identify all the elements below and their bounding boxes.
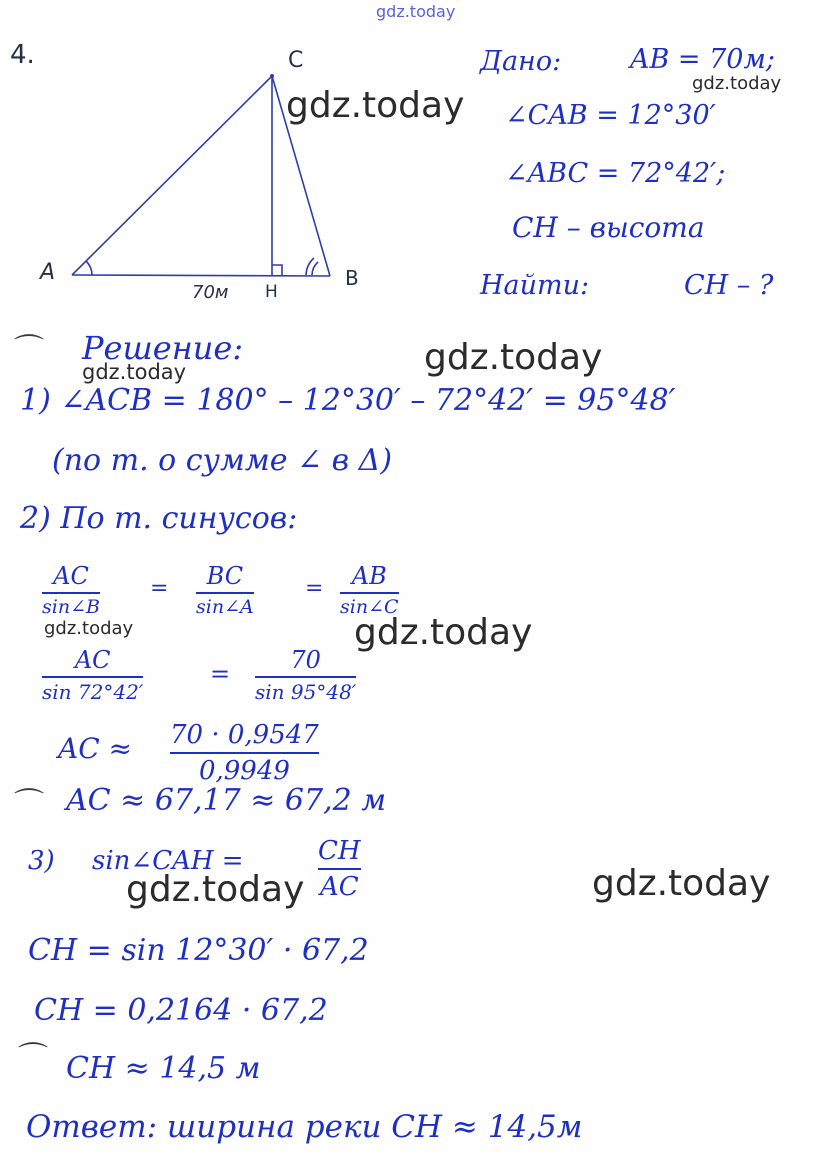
given-angle-cab: ∠CAB = 12°30′ — [505, 100, 716, 131]
fraction-denominator: sin 72°42′ — [42, 680, 144, 704]
ac-calc-fraction — [170, 720, 319, 786]
watermark-4: gdz.today — [82, 360, 187, 384]
ch-result: CH ≈ 14,5 м — [66, 1051, 261, 1086]
fraction-denominator: 0,9949 — [198, 756, 290, 786]
fraction-denominator: sin∠A — [196, 596, 254, 618]
watermark-5: gdz.today — [354, 612, 533, 653]
given-heading: Дано: — [480, 46, 562, 77]
ac-calc-lhs: AC ≈ — [58, 732, 133, 765]
task-number: 4. — [10, 40, 35, 70]
step3-lhs: sin∠CAH = — [92, 846, 244, 876]
fraction-numerator: AC — [74, 646, 111, 674]
subst-eq: = — [210, 660, 231, 688]
watermark-1: gdz.today — [286, 85, 465, 126]
step1-angle-acb: 1) ∠ACB = 180° – 12°30′ – 72°42′ = 95°48′ — [20, 383, 676, 418]
label-point-h: H — [265, 282, 278, 302]
step1-note: (по т. о сумме ∠ в Δ) — [52, 443, 393, 478]
fraction-numerator: CH — [318, 836, 361, 866]
step3-fraction — [318, 836, 361, 902]
step2-heading: 2) По т. синусов: — [20, 501, 298, 536]
side-ac — [72, 76, 272, 275]
vertex-c-dot — [270, 74, 274, 78]
sine-law-fraction-3 — [340, 562, 399, 618]
label-vertex-a: A — [40, 260, 56, 285]
label-base-length: 70м — [192, 282, 229, 303]
ac-result: AC ≈ 67,17 ≈ 67,2 м — [66, 783, 387, 818]
watermark-7: gdz.today — [126, 869, 305, 910]
watermark-2: gdz.today — [692, 73, 782, 94]
ch-calc-line2: CH = 0,2164 · 67,2 — [34, 993, 328, 1028]
find-label: Найти: — [480, 270, 590, 301]
solution-heading: Решение: — [82, 329, 244, 367]
sine-law-fraction-1 — [42, 562, 100, 618]
angle-a-arc — [86, 261, 92, 275]
check-mark-icon: ⌒ — [14, 333, 44, 368]
label-vertex-c: C — [288, 48, 304, 73]
ch-calc-line1: CH = sin 12°30′ · 67,2 — [28, 933, 369, 968]
check-mark-icon-3: ⌒ — [18, 1041, 48, 1076]
step3-number: 3) — [28, 846, 55, 876]
sine-law-eq-1: = — [150, 576, 169, 601]
side-ab — [72, 275, 330, 276]
label-vertex-b: B — [345, 266, 359, 290]
angle-b-arc — [312, 262, 318, 275]
watermark-top: gdz.today — [376, 2, 456, 21]
find-value: CH – ? — [684, 270, 774, 301]
fraction-numerator: 70 · 0,9547 — [170, 720, 319, 750]
fraction-numerator: 70 — [290, 646, 321, 674]
fraction-numerator: AC — [53, 562, 89, 590]
given-angle-abc: ∠ABC = 72°42′; — [505, 158, 726, 189]
subst-fraction-1 — [42, 646, 143, 704]
given-ab: AB = 70м; — [630, 44, 775, 75]
given-ch-height: CH – высота — [512, 211, 705, 244]
right-angle-mark — [272, 265, 282, 275]
watermark-3: gdz.today — [424, 337, 603, 378]
fraction-denominator: sin∠C — [340, 596, 399, 618]
fraction-denominator: sin 95°48′ — [255, 680, 357, 704]
answer-line: Ответ: ширина реки CH ≈ 14,5м — [26, 1109, 583, 1145]
fraction-denominator: sin∠B — [42, 596, 100, 618]
watermark-6: gdz.today — [44, 618, 134, 639]
sine-law-fraction-2 — [196, 562, 254, 618]
fraction-numerator: AB — [351, 562, 387, 590]
subst-fraction-2 — [255, 646, 356, 704]
watermark-8: gdz.today — [592, 863, 771, 904]
fraction-numerator: BC — [206, 562, 244, 590]
fraction-denominator: AC — [319, 872, 359, 902]
sine-law-eq-2: = — [305, 576, 324, 601]
check-mark-icon-2: ⌒ — [14, 787, 44, 822]
